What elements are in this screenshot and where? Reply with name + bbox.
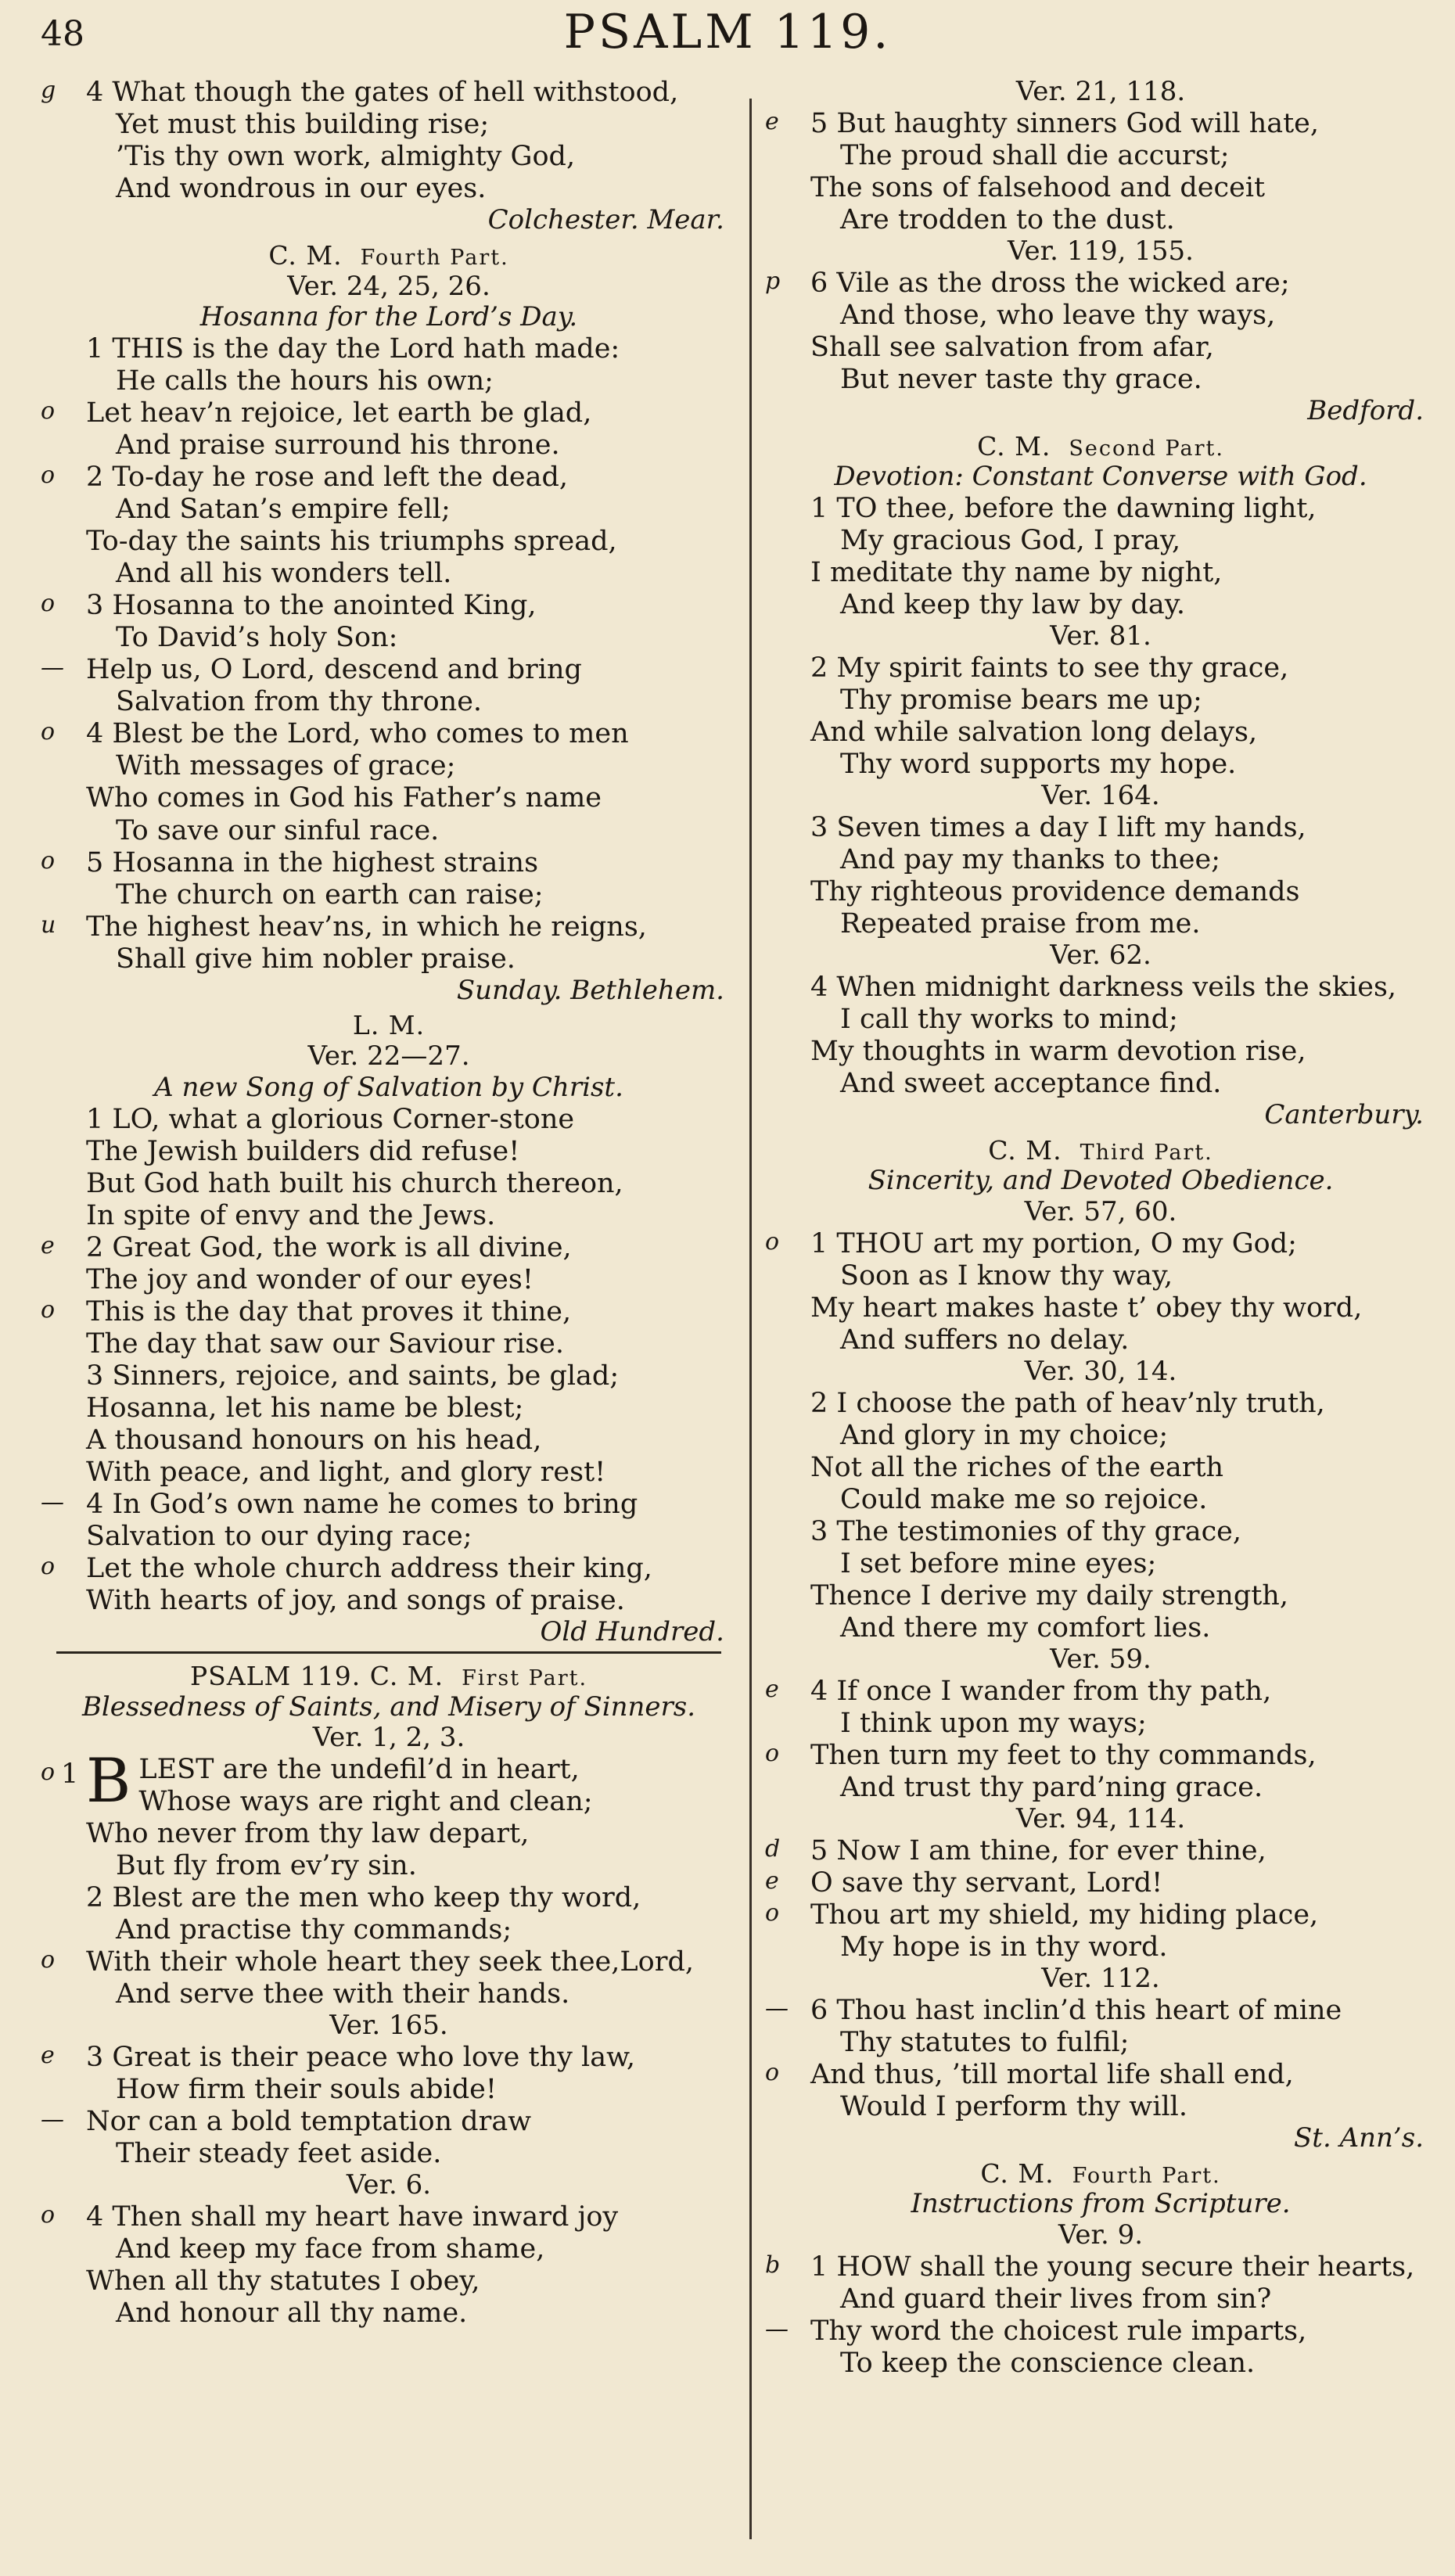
dynamic-mark: — (765, 2316, 789, 2344)
verse-line: Who never from thy law depart, (86, 1818, 530, 1850)
tune-name: Canterbury. (1264, 1098, 1424, 1130)
verse-line: My hope is in thy word. (840, 1931, 1168, 1963)
verse-line: And while salvation long delays, (810, 717, 1258, 749)
drop-cap: B (86, 1746, 131, 1817)
verse-line: Nor can a bold temptation draw (86, 2106, 532, 2138)
verse-line: The church on earth can raise; (116, 878, 544, 911)
verse-line: The day that saw our Saviour rise. (86, 1328, 564, 1360)
dynamic-mark: o (41, 1295, 56, 1324)
verse-line: 2 To-day he rose and left the dead, (86, 462, 569, 494)
verse-line: Thy word supports my hope. (840, 749, 1237, 781)
verse-line: And keep my face from shame, (116, 2233, 545, 2265)
right-column (765, 77, 1436, 2556)
verse-line: Repeated praise from me. (840, 908, 1201, 940)
verse-line: To David’s holy Son: (116, 622, 398, 654)
tune-name: Bedford. (1307, 394, 1424, 426)
verse-line: And guard their lives from sin? (840, 2283, 1272, 2316)
verse-reference: Ver. 21, 118. (1015, 77, 1186, 107)
verse-line: Shall give him nobler praise. (116, 943, 516, 975)
page-header (0, 5, 1455, 67)
verse-line: 3 Sinners, rejoice, and saints, be glad; (86, 1360, 620, 1392)
verse-reference: Ver. 22—27. (307, 1040, 470, 1072)
verse-line: Their steady feet aside. (116, 2138, 442, 2170)
psalm-119-fourth-part (765, 2159, 1436, 2380)
verse-reference: Ver. 6. (346, 2169, 432, 2201)
verse-line: 2 Great God, the work is all divine, (86, 1231, 572, 1263)
running-title: PSALM 119. (563, 5, 892, 59)
verse-line: 3 The testimonies of thy grace, (810, 1516, 1242, 1548)
dynamic-mark: d (765, 1834, 781, 1863)
dynamic-mark: o (41, 462, 56, 490)
dynamic-mark: o (41, 1946, 56, 1974)
verse-line: The highest heav’ns, in which he reigns, (86, 911, 647, 943)
psalm-heading: PSALM 119. C. M. First Part. (189, 1660, 588, 1691)
dynamic-mark: o (765, 1228, 780, 1256)
dynamic-mark: u (41, 911, 56, 939)
verse-line: But God hath built his church thereon, (86, 1167, 623, 1199)
dynamic-mark: — (41, 1488, 64, 1516)
verse-line: This is the day that proves it thine, (86, 1295, 572, 1328)
verse-line: With peace, and light, and glory rest! (86, 1456, 606, 1488)
verse-line: With their whole heart they seek thee,Lord, (86, 1946, 694, 1978)
dynamic-mark: o (765, 1740, 780, 1768)
verse-line: Salvation to our dying race; (86, 1520, 472, 1552)
verse-line: And there my comfort lies. (840, 1612, 1211, 1644)
verse-reference: Ver. 165. (329, 2010, 448, 2042)
verse-reference: Ver. 9. (1058, 2219, 1144, 2251)
verse-line: Thy word the choicest rule imparts, (810, 2316, 1307, 2348)
verse-line: And glory in my choice; (840, 1420, 1169, 1452)
stanza-number: 1 (61, 1759, 79, 1791)
dynamic-mark: o (765, 2058, 780, 2086)
verse-line: The Jewish builders did refuse! (86, 1135, 520, 1167)
verse-reference: Ver. 1, 2, 3. (312, 1722, 465, 1754)
verse-line: When all thy statutes I obey, (86, 2265, 480, 2298)
verse-line: ’Tis thy own work, almighty God, (116, 141, 576, 173)
verse-line: 3 Seven times a day I lift my hands, (810, 811, 1306, 843)
dynamic-mark: o (41, 1553, 56, 1580)
verse-reference: Ver. 81. (1050, 620, 1151, 652)
dynamic-mark: o (41, 846, 56, 875)
dynamic-mark: — (41, 654, 64, 682)
verse-line: 6 Thou hast inclin’d this heart of mine (810, 1994, 1342, 2026)
dynamic-mark: e (41, 1231, 55, 1259)
verse-reference: Ver. 94, 114. (1015, 1803, 1186, 1835)
verse-line: 2 My spirit faints to see thy grace, (810, 652, 1289, 684)
psalm-119-first-part (41, 1662, 737, 2330)
verse-line: Could make me so rejoice. (840, 1484, 1208, 1516)
verse-line: Then turn my feet to thy commands, (810, 1740, 1317, 1772)
verse-line: The sons of falsehood and deceit (810, 171, 1266, 203)
verse-line: And those, who leave thy ways, (840, 299, 1276, 331)
verse-line: Thou art my shield, my hiding place, (810, 1899, 1319, 1931)
dynamic-mark: b (765, 2251, 781, 2280)
verse-line: To keep the conscience clean. (840, 2348, 1256, 2380)
dynamic-mark: o (41, 2201, 56, 2229)
verse-line: 2 Blest are the men who keep thy word, (86, 1882, 641, 1914)
verse-line: 3 Hosanna to the anointed King, (86, 590, 537, 622)
hymn-stanza (41, 77, 737, 236)
verse-line: I set before mine eyes; (840, 1548, 1157, 1580)
verse-line: Help us, O Lord, descend and bring (86, 654, 582, 686)
verse-line: 4 Then shall my heart have inward joy (86, 2201, 619, 2233)
verse-line: Let heav’n rejoice, let earth be glad, (86, 397, 592, 429)
section-rule (56, 1651, 721, 1654)
tune-name: St. Ann’s. (1294, 2122, 1424, 2154)
verse-line: And Satan’s empire fell; (116, 494, 451, 526)
hymn-title: Instructions from Scripture. (911, 2188, 1291, 2220)
verse-line: The proud shall die accurst; (840, 139, 1230, 171)
verse-line: 1 LO, what a glorious Corner-stone (86, 1103, 575, 1135)
part-heading: C. M. Third Part. (988, 1134, 1213, 1166)
meter-heading: L. M. (352, 1010, 426, 1041)
verse-line: 4 When midnight darkness veils the skies, (810, 971, 1397, 1003)
verse-line: Soon as I know thy way, (840, 1260, 1173, 1292)
left-column (41, 77, 737, 2556)
verse-line: My heart makes haste t’ obey thy word, (810, 1292, 1363, 1324)
hymn-title: A new Song of Salvation by Christ. (154, 1071, 623, 1103)
verse-line: And suffers no delay. (840, 1324, 1130, 1356)
verse-line: 1 HOW shall the young secure their hearts, (810, 2251, 1415, 2283)
verse-line: I think upon my ways; (840, 1708, 1147, 1740)
drop-cap-stanza (41, 1746, 737, 1818)
part-heading: C. M. Fourth Part. (268, 239, 509, 271)
tune-name: Sunday. Bethlehem. (456, 974, 724, 1006)
verse-line: Would I perform thy will. (840, 2090, 1187, 2122)
verse-line: Salvation from thy throne. (116, 686, 483, 718)
verse-reference: Ver. 57, 60. (1024, 1196, 1177, 1228)
verse-line: 1 TO thee, before the dawning light, (810, 493, 1317, 525)
verse-line: But fly from ev’ry sin. (116, 1850, 417, 1882)
verse-line: 2 I choose the path of heav’nly truth, (810, 1388, 1325, 1420)
verse-line: Thy righteous providence demands (810, 876, 1300, 908)
verse-line: Yet must this building rise; (116, 109, 490, 141)
verse-line: And honour all thy name. (116, 2298, 468, 2330)
dynamic-mark: g (41, 77, 56, 104)
dynamic-mark: o (41, 590, 56, 618)
verse-line: My gracious God, I pray, (840, 525, 1181, 557)
dynamic-mark: o (41, 718, 56, 746)
verse-line: Let the whole church address their king, (86, 1553, 652, 1584)
dynamic-mark: — (765, 1994, 789, 2022)
verse-reference: Ver. 24, 25, 26. (287, 270, 490, 302)
verse-line: 4 What though the gates of hell withstood, (86, 77, 679, 108)
verse-line: 6 Vile as the dross the wicked are; (810, 267, 1290, 299)
verse-line: And practise thy commands; (116, 1914, 512, 1946)
verse-line: Shall see salvation from afar, (810, 331, 1214, 363)
verse-reference: Ver. 30, 14. (1024, 1356, 1177, 1388)
verse-line: 5 Hosanna in the highest strains (86, 846, 539, 878)
hymn-title: Hosanna for the Lord’s Day. (199, 301, 578, 333)
verse-line: 4 Blest be the Lord, who comes to men (86, 718, 629, 750)
verse-line: Who comes in God his Father’s name (86, 782, 602, 814)
verse-line: A thousand honours on his head, (86, 1424, 542, 1456)
verse-line: 4 If once I wander from thy path, (810, 1676, 1272, 1708)
verse-reference: Ver. 112. (1041, 1963, 1160, 1994)
verse-line: Not all the riches of the earth (810, 1452, 1224, 1484)
column-divider (749, 99, 752, 2539)
dynamic-mark: e (765, 1866, 779, 1895)
verse-line: Thy statutes to fulfil; (840, 2026, 1130, 2058)
verse-line: And pay my thanks to thee; (840, 844, 1221, 875)
verse-line: Whose ways are right and clean; (138, 1786, 593, 1818)
verse-line: He calls the hours his own; (116, 365, 494, 397)
verse-reference: Ver. 164. (1041, 780, 1160, 812)
verse-line: 1 THIS is the day the Lord hath made: (86, 333, 620, 365)
verse-reference: Ver. 62. (1050, 940, 1151, 972)
verse-line: And keep thy law by day. (840, 589, 1185, 621)
dynamic-mark: e (41, 2042, 55, 2070)
verse-line: And praise surround his throne. (116, 429, 560, 462)
verse-line: And sweet acceptance find. (840, 1067, 1222, 1099)
psalm-119-second-part (765, 432, 1436, 1131)
verse-line: I meditate thy name by night, (810, 557, 1223, 589)
verse-line: And serve thee with their hands. (116, 1978, 570, 2010)
hymn-title: Devotion: Constant Converse with God. (834, 461, 1367, 493)
verse-line: The joy and wonder of our eyes! (86, 1263, 534, 1295)
dynamic-mark: o (41, 397, 56, 426)
tune-name: Colchester. Mear. (487, 204, 724, 236)
part-heading: C. M. Fourth Part. (980, 2157, 1221, 2189)
tune-name: Old Hundred. (540, 1616, 724, 1648)
verse-line: And all his wonders tell. (116, 558, 452, 590)
verse-line: In spite of envy and the Jews. (86, 1199, 496, 1231)
dynamic-mark: e (765, 107, 779, 135)
hymn-long-meter (41, 1011, 737, 1653)
psalm-119-third-part (765, 1136, 1436, 2154)
verse-line: My thoughts in warm devotion rise, (810, 1035, 1306, 1067)
verse-line: Thy promise bears me up; (840, 684, 1202, 717)
verse-line: And wondrous in our eyes. (116, 173, 487, 205)
verse-line: And trust thy pard’ning grace. (840, 1772, 1263, 1804)
dynamic-mark: p (765, 267, 781, 295)
verse-line: With messages of grace; (116, 750, 456, 782)
hymn-fourth-part (41, 241, 737, 1007)
verse-line: LEST are the undefil’d in heart, (138, 1754, 580, 1786)
verse-line: And thus, ’till mortal life shall end, (810, 2058, 1294, 2090)
page-number: 48 (41, 14, 84, 54)
dynamic-mark: — (41, 2106, 64, 2134)
verse-line: I call thy works to mind; (840, 1003, 1178, 1035)
first-part-continued (765, 77, 1436, 427)
verse-line: 4 In God’s own name he comes to bring (86, 1488, 638, 1520)
verse-line: To save our sinful race. (116, 814, 440, 846)
verse-line: 3 Great is their peace who love thy law, (86, 2042, 635, 2074)
verse-line: Thence I derive my daily strength, (810, 1580, 1288, 1612)
verse-line: 5 But haughty sinners God will hate, (810, 107, 1320, 139)
dynamic-mark: o (41, 1759, 56, 1787)
verse-line: With hearts of joy, and songs of praise. (86, 1585, 625, 1617)
hymn-title: Blessedness of Saints, and Misery of Sinners. (81, 1690, 696, 1723)
verse-line: 1 THOU art my portion, O my God; (810, 1228, 1297, 1260)
verse-line: 5 Now I am thine, for ever thine, (810, 1834, 1266, 1866)
verse-reference: Ver. 119, 155. (1008, 235, 1194, 267)
part-heading: C. M. Second Part. (977, 430, 1224, 462)
verse-line: O save thy servant, Lord! (810, 1866, 1163, 1899)
verse-line: To-day the saints his triumphs spread, (86, 526, 617, 558)
dynamic-mark: o (765, 1899, 780, 1927)
dynamic-mark: e (765, 1676, 779, 1704)
hymn-title: Sincerity, and Devoted Obedience. (868, 1165, 1334, 1197)
verse-reference: Ver. 59. (1050, 1644, 1151, 1676)
verse-line: Are trodden to the dust. (840, 203, 1175, 235)
verse-line: But never taste thy grace. (840, 363, 1202, 395)
verse-line: How firm their souls abide! (116, 2074, 497, 2106)
verse-line: Hosanna, let his name be blest; (86, 1392, 524, 1424)
